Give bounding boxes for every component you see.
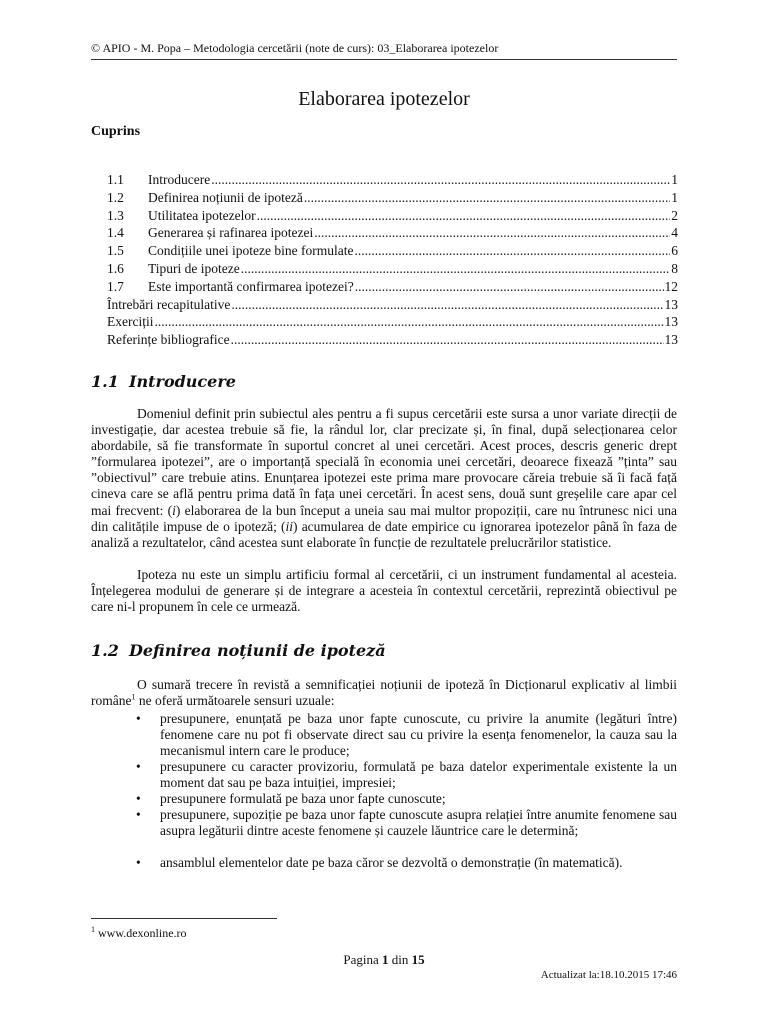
- table-of-contents: [107, 172, 678, 350]
- bullet-item: [136, 759, 677, 791]
- toc-page: 13: [664, 314, 678, 330]
- text-run-italic: ii: [285, 518, 294, 534]
- toc-entry[interactable]: [107, 279, 678, 297]
- text-run: Ipoteza nu este un simplu artificiu formal al cercetării, ci un instrument fundamental al acesteia. Înțelegerea modului de generare și de integrare a acesteia în contextul cercetării, reprezintă obiectivul pe care ni-l propunem în cele ce urmează.: [91, 567, 677, 615]
- toc-leader: [314, 225, 670, 241]
- page-total: 15: [411, 952, 425, 967]
- toc-leader: [231, 297, 663, 313]
- toc-label: Este importantă confirmarea ipotezei?: [148, 278, 354, 294]
- toc-entry[interactable]: [107, 297, 678, 315]
- toc-label: Utilitatea ipotezelor: [148, 207, 256, 223]
- footnote-divider: [91, 918, 277, 919]
- toc-page: 1: [671, 172, 678, 187]
- header-divider: [91, 59, 677, 60]
- bullet-text: presupunere formulată pe baza unor fapte cunoscute;: [160, 791, 446, 806]
- toc-number: 1.2: [107, 189, 124, 205]
- section-number: 1.2: [91, 641, 119, 660]
- toc-leader: [304, 190, 670, 206]
- bullet-item: [136, 855, 677, 871]
- toc-label: Condițiile unei ipoteze bine formulate: [148, 243, 354, 259]
- bullet-item: [136, 711, 677, 759]
- bullet-icon: •: [136, 855, 141, 870]
- document-title: Elaborarea ipotezelor: [298, 88, 470, 110]
- toc-number: 1.6: [107, 260, 124, 276]
- bullet-text: presupunere, supoziție pe baza unor fapte cunoscute asupra relației între anumite fenomene sau asupra legăturii dintre aceste fenomene și cauzele lăuntrice care le determină;: [160, 807, 677, 839]
- toc-label: Tipuri de ipoteze: [148, 260, 240, 276]
- toc-entry[interactable]: [107, 190, 678, 208]
- text-run: ) elaborarea de la bun început a uneia sau mai multor propoziții, care nu întrunesc nici una din calitățile impuse de o ipoteză; (: [91, 502, 677, 534]
- toc-leader: [231, 332, 664, 348]
- toc-entry[interactable]: [107, 332, 678, 350]
- toc-number: 1.4: [107, 225, 124, 241]
- footnote-link[interactable]: www.dexonline.ro: [98, 926, 187, 940]
- bullet-item: [136, 791, 677, 807]
- toc-leader: [257, 208, 671, 224]
- toc-page: 6: [671, 243, 678, 259]
- section-heading-definirea: [91, 641, 386, 660]
- text-run: ne oferă următoarele sensuri uzuale:: [135, 693, 335, 709]
- toc-number: 1.5: [107, 243, 124, 259]
- toc-number: 1.7: [107, 278, 124, 294]
- definition-intro-paragraph: [91, 677, 677, 709]
- section-title: Introducere: [129, 372, 236, 391]
- footnote-ref[interactable]: 1: [131, 692, 136, 702]
- toc-leader: [154, 314, 663, 330]
- toc-label: Generarea și rafinarea ipotezei: [148, 225, 314, 241]
- page-label: Pagina: [343, 952, 382, 967]
- toc-label: Referințe bibliografice: [107, 332, 230, 348]
- toc-page: 13: [664, 296, 678, 312]
- toc-label: Introducere: [148, 172, 211, 187]
- bullet-text: presupunere cu caracter provizoriu, formulată pe baza datelor experimentale existente la un moment dat sau pe baza intuiției, impresiei;: [160, 759, 677, 791]
- intro-paragraph-2: [91, 567, 677, 615]
- toc-page: 12: [664, 278, 678, 294]
- toc-page: 1: [671, 189, 678, 205]
- bullet-text: ansamblul elementelor date pe baza căror se dezvoltă o demonstrație (în matematică).: [160, 855, 623, 870]
- text-run: Domeniul definit prin subiectul ales pentru a fi supus cercetării este sursa a unor variate direcții de investigație, dar acestea trebuie să fie, la rândul lor, clar precizate și, în final, după selecționarea celor abordabile, să fie transformate în suportul concret al unei cercetări. Acest proces, descris generic drept ”formularea ipotezei”, are o importanță specială în economia unei cercetări, deoarece fixează ”ținta” sau ”obiectivul” care trebuie atins. Enunțarea ipotezei este prima mare provocare căreia trebuie să îi facă față cineva care se află pentru prima dată în fața unei cercetări. În acest sens, două sunt greșelile care apar cel mai frecvent: (: [91, 406, 677, 518]
- toc-entry[interactable]: [107, 225, 678, 243]
- toc-number: 1.1: [107, 172, 124, 187]
- toc-leader: [241, 261, 671, 277]
- section-number: 1.1: [91, 372, 119, 391]
- toc-page: 8: [671, 260, 678, 276]
- toc-page: 4: [671, 225, 678, 241]
- toc-number: 1.3: [107, 207, 124, 223]
- section-heading-introducere: [91, 372, 236, 391]
- toc-page: 13: [664, 332, 678, 348]
- toc-entry[interactable]: [107, 208, 678, 226]
- intro-paragraph-1: [91, 406, 677, 551]
- page-header: © APIO - M. Popa – Metodologia cercetării (note de curs): 03_Elaborarea ipotezelor: [91, 41, 499, 55]
- toc-heading: Cuprins: [91, 124, 141, 139]
- text-run: ) acumularea de date empirice cu ignorarea ipotezelor până în faza de analiză a rezultatelor, când acestea sunt elaborate în funcție de rezultatele prelucrărilor statistice.: [91, 518, 677, 550]
- toc-leader: [211, 172, 670, 188]
- page-number: [0, 952, 768, 968]
- toc-entry[interactable]: [107, 314, 678, 332]
- bullet-icon: •: [136, 807, 141, 822]
- toc-leader: [355, 279, 664, 295]
- bullet-text: presupunere, enunțată pe baza unor fapte cunoscute, cu privire la anumite (legături între) fenomene care nu pot fi observate direct sau cu privire la esența fenomenelor, la cauza sau la mecanismul intern care le produce;: [160, 711, 677, 759]
- updated-timestamp: Actualizat la:18.10.2015 17:46: [540, 969, 677, 981]
- toc-leader: [354, 243, 670, 259]
- toc-entry[interactable]: [107, 172, 678, 190]
- toc-entry[interactable]: [107, 261, 678, 279]
- page-label-of: din: [388, 952, 412, 967]
- toc-label: Întrebări recapitulative: [107, 296, 231, 312]
- toc-entry[interactable]: [107, 243, 678, 261]
- page-current: 1: [382, 952, 389, 967]
- text-run: O sumară trecere în revistă a semnificației noțiunii de ipoteză în Dicționarul explicativ al limbii române: [91, 677, 677, 709]
- bullet-item: [136, 807, 677, 839]
- text-run-italic: i: [172, 502, 176, 518]
- toc-label: Definirea noțiunii de ipoteză: [148, 189, 303, 205]
- bullet-icon: •: [136, 711, 141, 726]
- toc-page: 2: [671, 207, 678, 223]
- footnote: [91, 926, 187, 941]
- toc-label: Exerciții: [107, 314, 154, 330]
- bullet-icon: •: [136, 759, 141, 774]
- footnote-number: 1: [91, 925, 95, 934]
- section-title: Definirea noțiunii de ipoteză: [129, 641, 386, 660]
- bullet-icon: •: [136, 791, 141, 806]
